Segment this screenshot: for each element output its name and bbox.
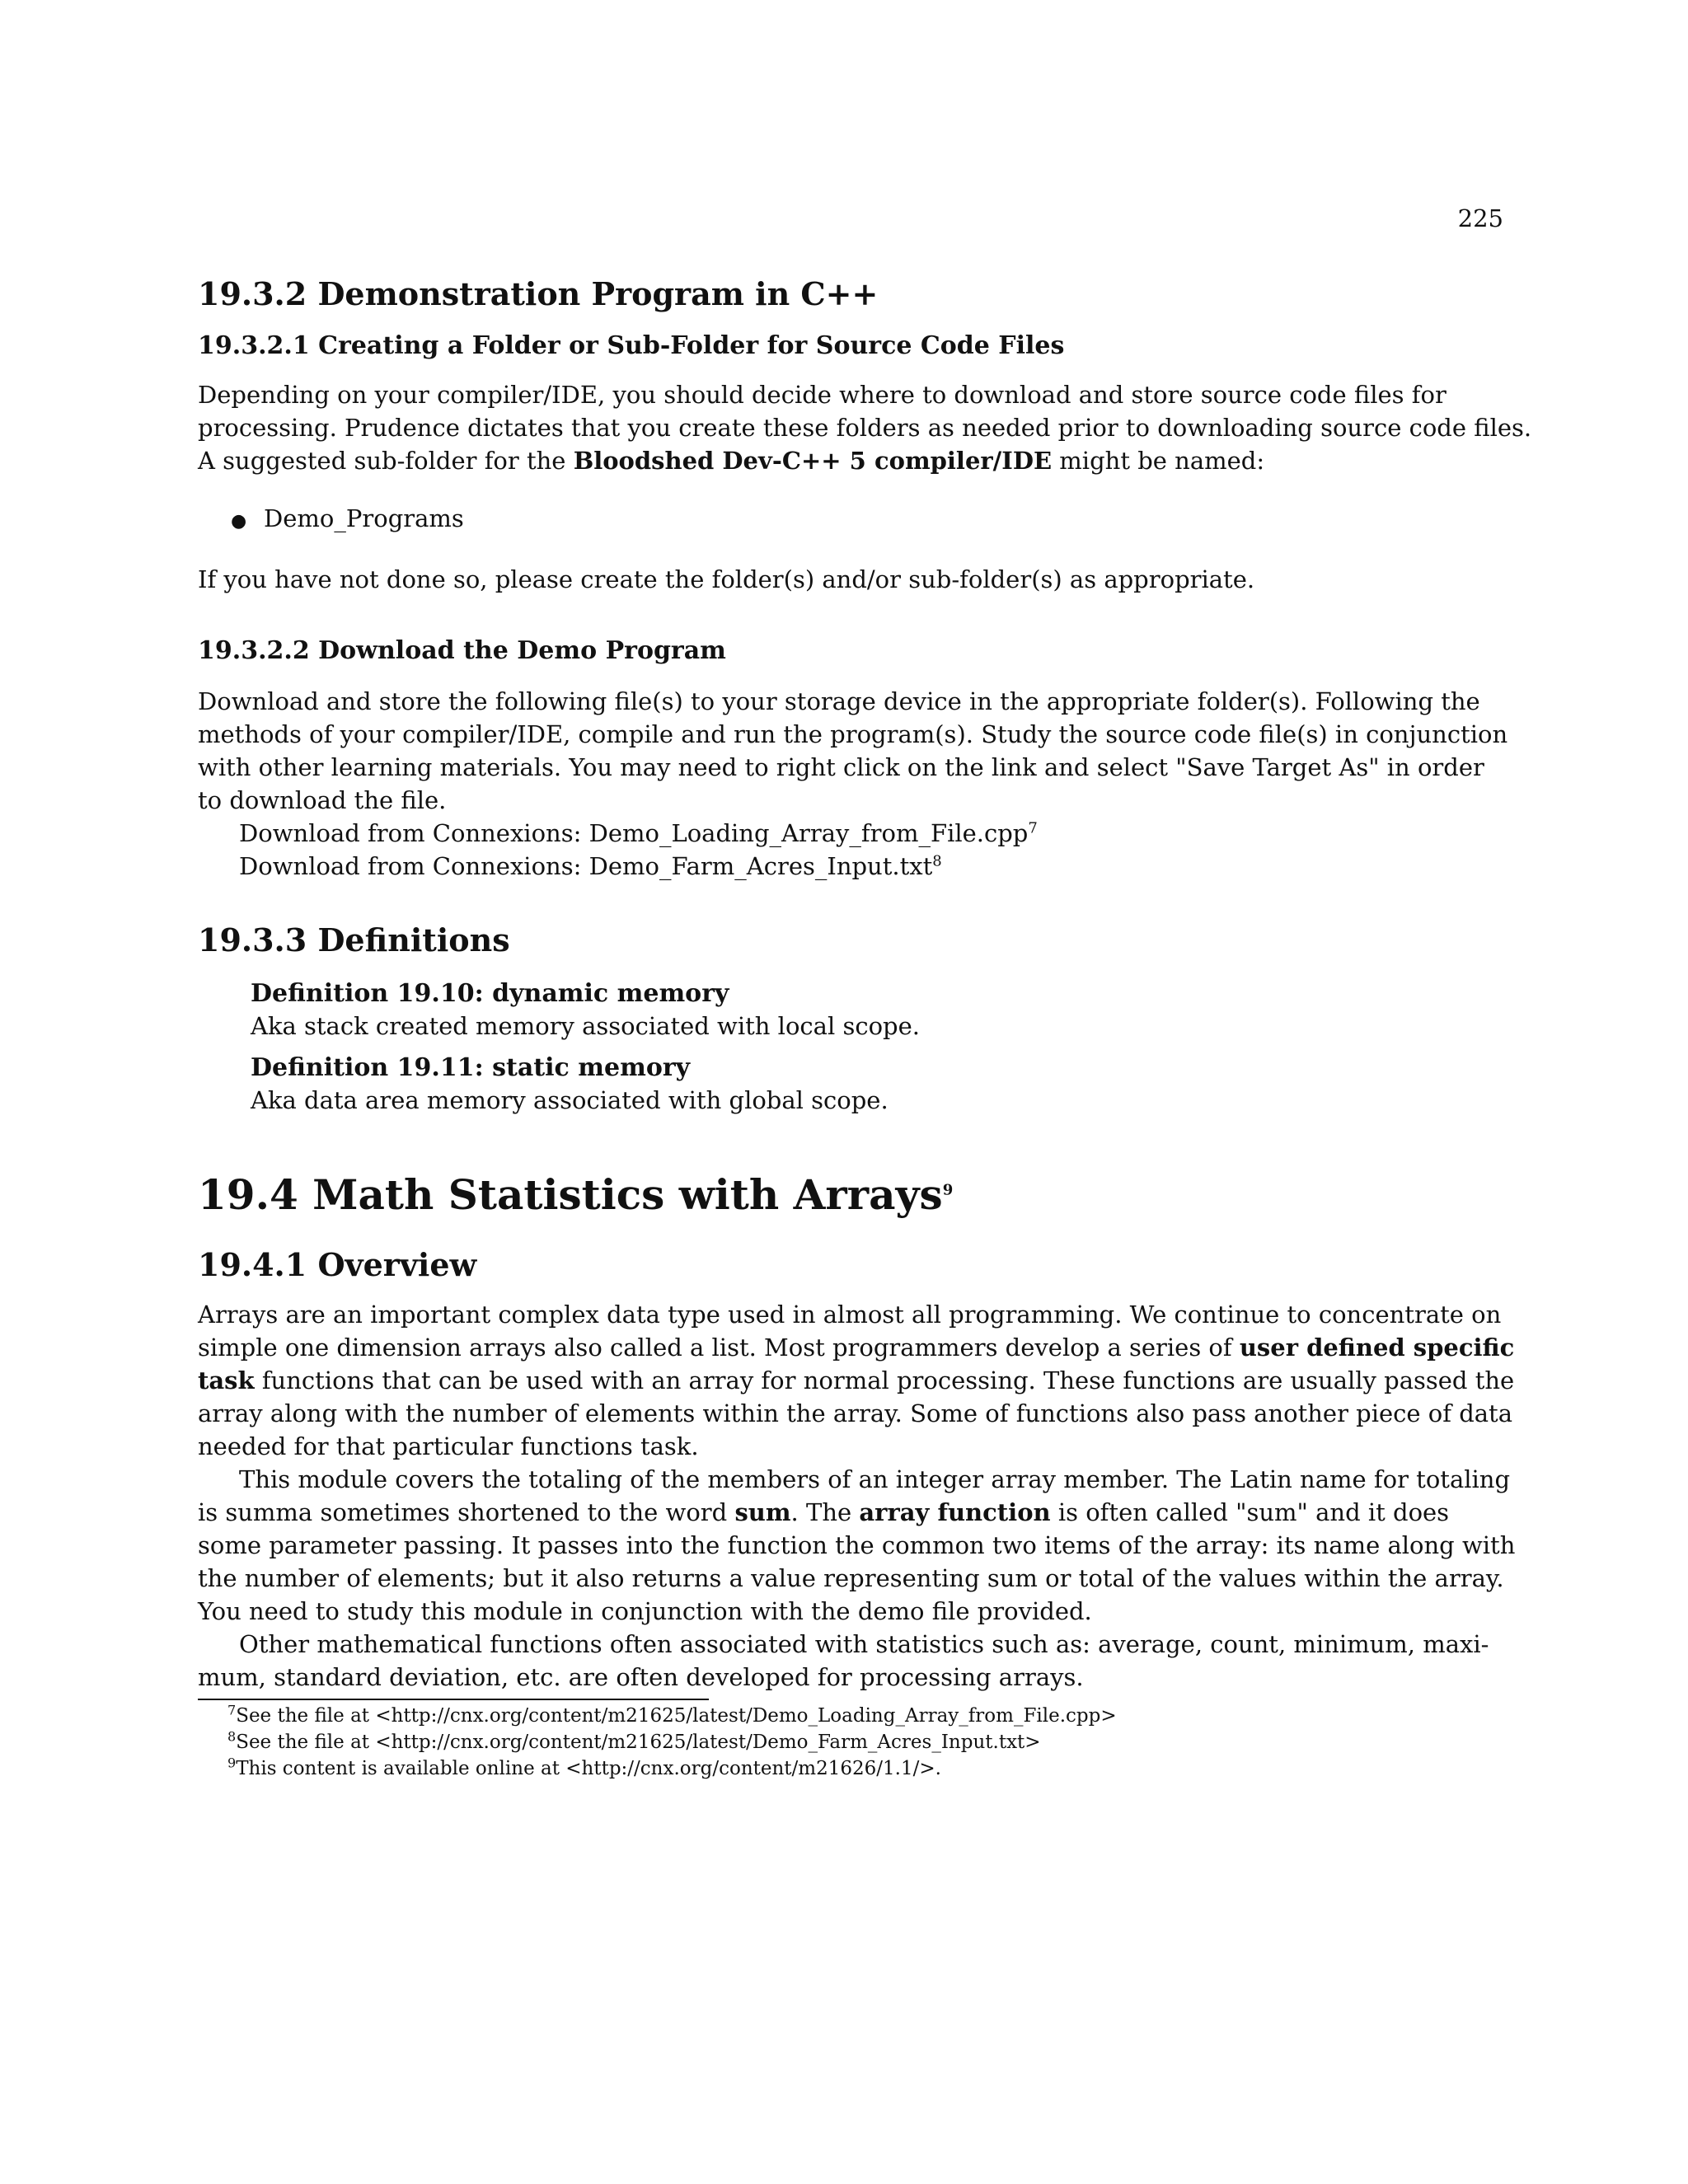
paragraph-line: to download the file. (198, 786, 447, 814)
definition-body-dynamic-memory: Aka stack created memory associated with local scope. (251, 1012, 920, 1040)
paragraph-line: Other mathematical functions often associated with statistics such as: average, count, minimum, maxi- (239, 1630, 1489, 1658)
bold-compiler-name: Bloodshed Dev-C++ 5 compiler/IDE (573, 447, 1053, 475)
paragraph-line: Depending on your compiler/IDE, you should decide where to download and store source code files for (198, 381, 1447, 409)
subsection-heading-19-4-1: 19.4.1 Overview (198, 1246, 477, 1283)
paragraph-line: Download and store the following file(s) to your storage device in the appropriate folder(s). Following the (198, 687, 1480, 715)
paragraph-line: Arrays are an important complex data type used in almost all programming. We continue to concentrate on (198, 1301, 1502, 1329)
paragraph-line: If you have not done so, please create the folder(s) and/or sub-folder(s) as appropriate. (198, 565, 1255, 593)
footnote-ref-9: 9 (942, 1181, 954, 1199)
document-page (198, 0, 1532, 2184)
paragraph-line: some parameter passing. It passes into the function the common two items of the array: its name along with (198, 1531, 1516, 1559)
bullet-item: Demo_Programs (264, 504, 464, 532)
footnote-7: $^7$See the file at <http://cnx.org/content/m21625/latest/Demo_Loading_Array_from_File.cpp> (227, 1702, 1117, 1727)
section-heading-19-3-2: 19.3.2 Demonstration Program in C++ (198, 275, 879, 312)
bullet-icon: ● (231, 511, 247, 532)
definition-title-static-memory: Definition 19.11: static memory (251, 1053, 691, 1082)
footnote-ref-7: 7 (1028, 819, 1038, 837)
paragraph-line: simple one dimension arrays also called a list. Most programmers develop a series of user defined specific (198, 1333, 1515, 1361)
paragraph-line: with other learning materials. You may need to right click on the link and select "Save Target As" in order (198, 753, 1484, 781)
subsection-heading-19-3-2-2: 19.3.2.2 Download the Demo Program (198, 636, 726, 665)
footnote-divider (198, 1699, 709, 1700)
paragraph-line: is summa sometimes shortened to the word sum. The array function is often called "sum" and it does (198, 1498, 1450, 1526)
section-heading-19-4: 19.4 Math Statistics with Arrays$^9$ (198, 1170, 954, 1219)
paragraph-line: This module covers the totaling of the members of an integer array member. The Latin name for totaling (239, 1465, 1511, 1493)
definition-body-static-memory: Aka data area memory associated with global scope. (251, 1086, 889, 1114)
footnote-9: $^9$This content is available online at <http://cnx.org/content/m21626/1.1/>. (227, 1755, 941, 1779)
paragraph-line: processing. Prudence dictates that you create these folders as needed prior to downloading source code files. (198, 414, 1532, 442)
section-heading-19-3-3: 19.3.3 Definitions (198, 921, 510, 958)
download-link-txt[interactable]: Download from Connexions: Demo_Farm_Acres_Input.txt$^8$ (239, 852, 942, 880)
paragraph-line: You need to study this module in conjunction with the demo file provided. (198, 1597, 1092, 1625)
paragraph-line: task functions that can be used with an array for normal processing. These functions are usually passed the (198, 1366, 1515, 1394)
paragraph-line: needed for that particular functions task. (198, 1432, 699, 1460)
paragraph-line: mum, standard deviation, etc. are often developed for processing arrays. (198, 1663, 1084, 1691)
download-link-cpp[interactable]: Download from Connexions: Demo_Loading_Array_from_File.cpp$^7$ (239, 819, 1038, 847)
page-number: 225 (1457, 204, 1503, 232)
paragraph-line: methods of your compiler/IDE, compile and run the program(s). Study the source code file(s) in conjunction (198, 720, 1508, 748)
footnote-8: $^8$See the file at <http://cnx.org/content/m21625/latest/Demo_Farm_Acres_Input.txt> (227, 1728, 1041, 1753)
paragraph-line: A suggested sub-folder for the Bloodshed Dev-C++ 5 compiler/IDE might be named: (198, 447, 1265, 475)
subsection-heading-19-3-2-1: 19.3.2.1 Creating a Folder or Sub-Folder for Source Code Files (198, 331, 1065, 360)
paragraph-line: array along with the number of elements within the array. Some of functions also pass another piece of data (198, 1399, 1512, 1427)
footnote-ref-8: 8 (932, 852, 942, 870)
definition-title-dynamic-memory: Definition 19.10: dynamic memory (251, 979, 729, 1008)
paragraph-line: the number of elements; but it also returns a value representing sum or total of the values within the array. (198, 1564, 1504, 1592)
